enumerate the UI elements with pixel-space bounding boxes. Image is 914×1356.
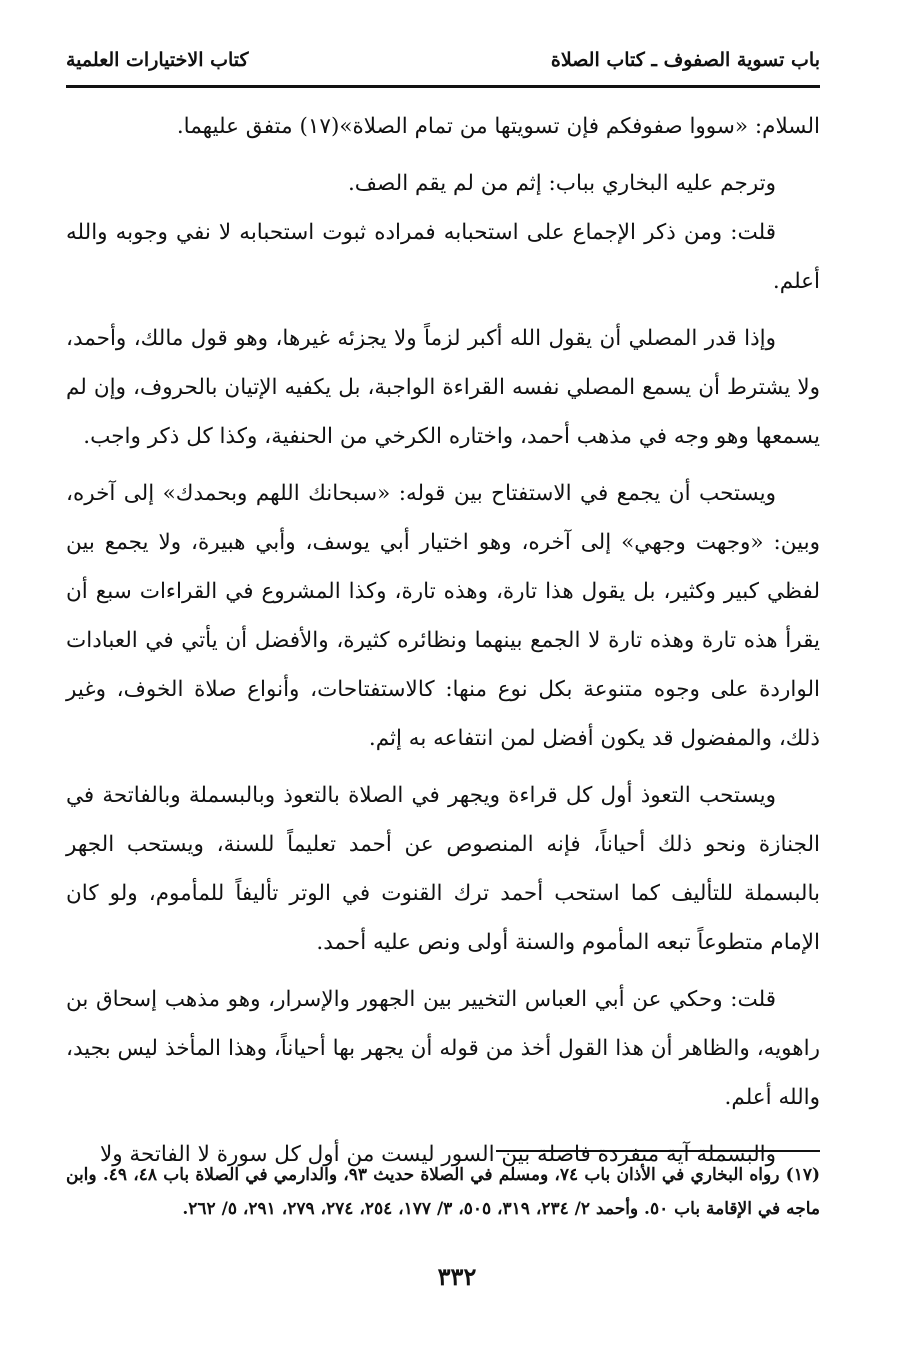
paragraph: قلت: وحكي عن أبي العباس التخيير بين الجهور والإسرار، وهو مذهب إسحاق بن راهويه، والظاهر أن هذا القول أخذ من قوله أن يجهر بها أحياناً، وهذا المأخذ ليس بجيد، والله أعلم. bbox=[66, 987, 820, 1110]
footnote-divider bbox=[496, 1150, 820, 1152]
running-header bbox=[66, 40, 820, 80]
paragraph: وإذا قدر المصلي أن يقول الله أكبر لزماً ولا يجزئه غيرها، وهو قول مالك، وأحمد، ولا يشترط أن يسمع المصلي نفسه القراءة الواجبة، بل يكفيه الإتيان بالحروف، وإن لم يسمعها وهو وجه في مذهب أحمد، واختاره الكرخي من الحنفية، وكذا كل ذكر واجب. bbox=[66, 326, 820, 449]
header-chapter-title: باب تسوية الصفوف ـ كتاب الصلاة bbox=[550, 49, 820, 71]
paragraph: وترجم عليه البخاري بباب: إثم من لم يقم الصف. bbox=[347, 171, 776, 196]
paragraph: ويستحب أن يجمع في الاستفتاح بين قوله: «سبحانك اللهم وبحمدك» إلى آخره، وبين: «وجهت وجهي» إلى آخره، وهو اختيار أبي يوسف، وأبي هبيرة، ولا يجمع بين لفظي كبير وكثير، بل يقول هذا تارة، وهذه تارة، وكذا المشروع في القراءات سبع أن يقرأ هذه تارة وهذه تارة لا الجمع بينهما ونظائره كثيرة، والأفضل أن يأتي في العبادات الواردة على وجوه متنوعة بكل نوع منها: كالاستفتاحات، وأنواع صلاة الخوف، وغير ذلك، والمفضول قد يكون أفضل لمن انتفاعه به إثم. bbox=[66, 481, 820, 751]
paragraph: والبسملة آية منفردة فاصلة بين السور ليست من أول كل سورة لا الفاتحة ولا bbox=[99, 1142, 776, 1167]
main-text bbox=[66, 102, 820, 1179]
page-number: ٣٣٢ bbox=[437, 1262, 477, 1291]
paragraph: السلام: «سووا صفوفكم فإن تسويتها من تمام الصلاة»(١٧) متفق عليهما. bbox=[176, 114, 820, 139]
paragraph: قلت: ومن ذكر الإجماع على استحبابه فمراده ثبوت استحبابه لا نفي وجوبه والله أعلم. bbox=[66, 220, 820, 294]
footnote: (١٧) رواه البخاري في الأذان باب ٧٤، ومسلم في الصلاة حديث ٩٣، والدارمي في الصلاة باب ٤٨، ٤٩. وابن ماجه في الإقامة باب ٥٠. وأحمد ٢/ ٢٣٤، ٣١٩، ٥٠٥، ٣/ ١٧٧، ٢٥٤، ٢٧٤، ٢٧٩، ٢٩١، ٥/ ٢٦٢. bbox=[66, 1165, 820, 1219]
header-book-title: كتاب الاختيارات العلمية bbox=[66, 49, 249, 71]
header-divider bbox=[66, 85, 820, 88]
paragraph: ويستحب التعوذ أول كل قراءة ويجهر في الصلاة بالتعوذ وبالبسملة وبالفاتحة في الجنازة ونحو ذلك أحياناً، فإنه المنصوص عن أحمد تعليماً للسنة، ويستحب الجهر بالبسملة للتأليف كما استحب أحمد ترك القنوت في الوتر تأليفاً للمأموم، ولو كان الإمام متطوعاً تبعه المأموم والسنة أولى ونص عليه أحمد. bbox=[66, 783, 820, 955]
